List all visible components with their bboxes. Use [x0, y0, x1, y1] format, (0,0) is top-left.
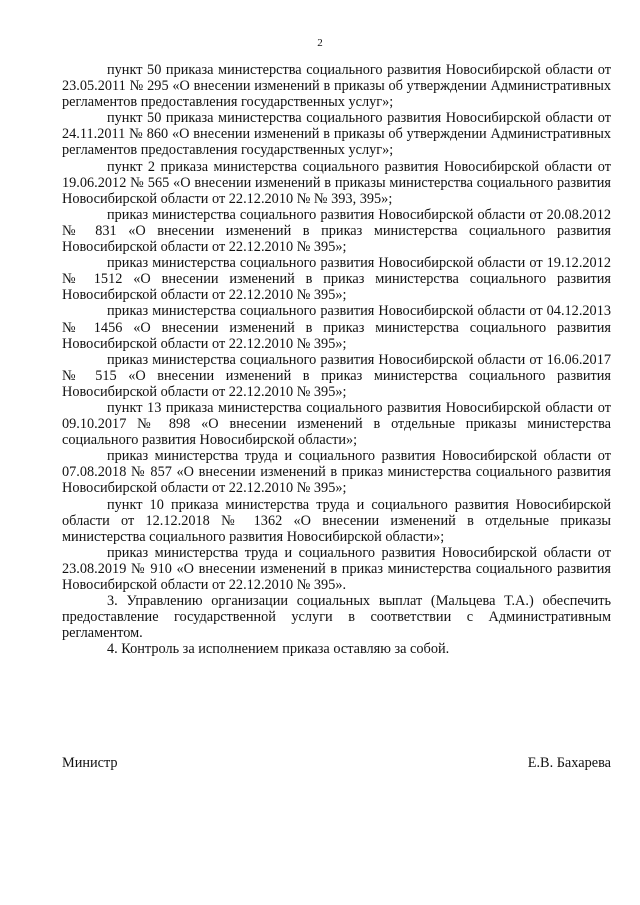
- paragraph: пункт 10 приказа министерства труда и социального развития Новосибирской области от 12.12.2018 № 1362 «О внесении изменений в отдельные приказы министерства социального развития Новосибирской области»;: [62, 496, 611, 545]
- signatory-title: Министр: [62, 755, 118, 771]
- paragraph: приказ министерства социального развития Новосибирской области от 19.12.2012 № 1512 «О внесении изменений в приказ министерства социального развития Новосибирской области от 22.12.2010 № 395»;: [62, 255, 611, 304]
- paragraph: приказ министерства социального развития Новосибирской области от 16.06.2017 № 515 «О внесении изменений в приказ министерства социального развития Новосибирской области от 22.12.2010 № 395»;: [62, 351, 611, 400]
- paragraph: приказ министерства социального развития Новосибирской области от 20.08.2012 № 831 «О внесении изменений в приказ министерства социального развития Новосибирской области от 22.12.2010 № 395»;: [62, 206, 611, 256]
- paragraph: приказ министерства труда и социального развития Новосибирской области от 23.08.2019 № 910 «О внесении изменений в приказ министерства социального развития Новосибирской области от 22.12.2010 № 395».: [62, 544, 611, 593]
- document-body: [62, 62, 611, 657]
- paragraph: приказ министерства труда и социального развития Новосибирской области от 07.08.2018 № 857 «О внесении изменений в приказ министерства социального развития Новосибирской области от 22.12.2010 № 395»;: [62, 448, 611, 497]
- paragraph: пункт 13 приказа министерства социального развития Новосибирской области от 09.10.2017 № 898 «О внесении изменений в отдельные приказы министерства социального развития Новосибирской области»;: [62, 399, 611, 449]
- paragraph: 3. Управлению организации социальных выплат (Мальцева Т.А.) обеспечить предоставление государственной услуги в соответствии с Административным регламентом.: [62, 593, 611, 642]
- paragraph: 4. Контроль за исполнением приказа оставляю за собой.: [107, 641, 450, 658]
- paragraph: пункт 2 приказа министерства социального развития Новосибирской области от 19.06.2012 № 565 «О внесении изменений в приказы министерства социального развития Новосибирской области от 22.12.2010 № № 393, 395»;: [62, 158, 611, 207]
- page-number: 2: [317, 37, 323, 49]
- paragraph: пункт 50 приказа министерства социального развития Новосибирской области от 24.11.2011 № 860 «О внесении изменений в приказы об утверждении Административных регламентов предоставления государственных услуг»;: [62, 110, 611, 159]
- paragraph: пункт 50 приказа министерства социального развития Новосибирской области от 23.05.2011 № 295 «О внесении изменений в приказы об утверждении Административных регламентов предоставления государственных услуг»;: [62, 62, 611, 111]
- signatory-name: Е.В. Бахарева: [527, 755, 611, 771]
- paragraph: приказ министерства социального развития Новосибирской области от 04.12.2013 № 1456 «О внесении изменений в приказ министерства социального развития Новосибирской области от 22.12.2010 № 395»;: [62, 303, 611, 352]
